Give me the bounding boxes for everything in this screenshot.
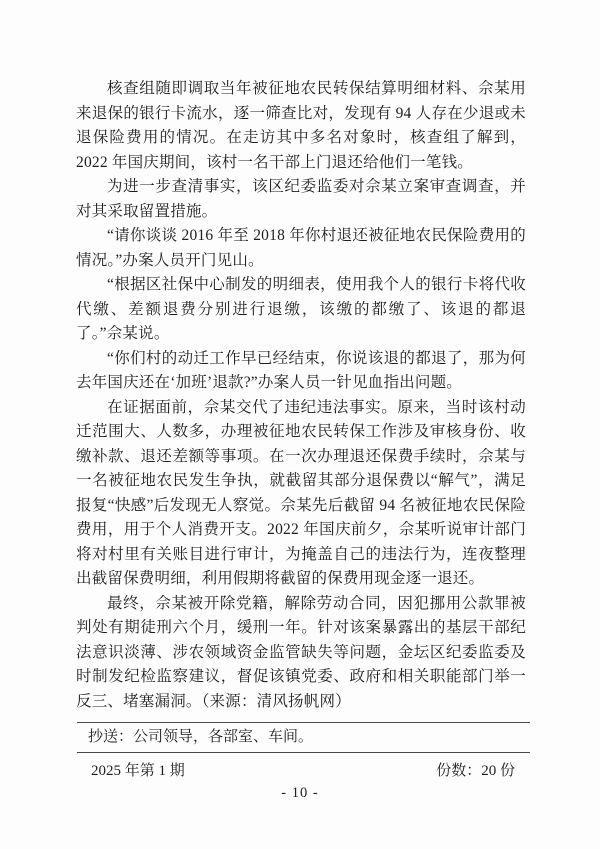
issue-number: 2025 年第 1 期 bbox=[91, 763, 185, 779]
page-number: - 10 - bbox=[281, 785, 319, 801]
paragraph-6: 在证据面前，佘某交代了违纪违法事实。原来，当时该村动迁范围大、人数多，办理被征地农民转保工作涉及审核身份、收缴补款、退还差额等事项。在一次办理退还保费手续时，佘某与一名被征地农民发生争执，就截留其部分退保费以“解气”，满足报复“快感”后发现无人察觉。佘某先后截留 94 名被征地农民保险费用，用于个人消费开支。2022 年国庆前夕，佘某听说审计部门将对村里有关账目进行审计，为掩盖自己的违法行为，连夜整理出截留保费明细，利用假期将截留的保费用现金逐一退还。 bbox=[76, 398, 526, 587]
paragraph-5: “你们村的动迁工作早已经结束，你说该退的都退了，那为何去年国庆还在‘加班’退款?”办案人员一针见血指出问题。 bbox=[76, 349, 526, 391]
paragraph-7: 最终，佘某被开除党籍，解除劳动合同，因犯挪用公款罪被判处有期徒刑六个月，缓刑一年。针对该案暴露出的基层干部纪法意识淡薄、涉农领域资金监管缺失等问题，金坛区纪委监委及时制发纪检监察建议，督促该镇党委、政府和相关职能部门举一反三、堵塞漏洞。（来源：清风扬帆网） bbox=[76, 594, 526, 710]
document-footer bbox=[77, 722, 530, 780]
paragraph-2: 为进一步查清事实，该区纪委监委对佘某立案审查调查，并对其采取留置措施。 bbox=[76, 178, 526, 220]
issue-row bbox=[77, 753, 530, 780]
paragraph-4: “根据区社保中心制发的明细表，使用我个人的银行卡将代收代缴、差额退费分别进行退缴，该缴的都缴了、该退的都退了。”佘某说。 bbox=[76, 276, 526, 342]
paragraph-1: 核查组随即调取当年被征地农民转保结算明细材料、佘某用来退保的银行卡流水，逐一筛查比对，发现有 94 人存在少退或未退保险费用的情况。在走访其中多名对象时，核查组了解到，2022 年国庆期间，该村一名干部上门退还给他们一笔钱。 bbox=[76, 80, 526, 171]
paragraph-3: “请你谈谈 2016 年至 2018 年你村退还被征地农民保险费用的情况。”办案人员开门见山。 bbox=[76, 227, 526, 269]
copies-count: 份数：20 份 bbox=[436, 763, 515, 779]
document-body bbox=[76, 77, 526, 714]
cc-text: 抄送：公司领导，各部室、车间。 bbox=[88, 729, 314, 745]
cc-row bbox=[77, 722, 530, 753]
